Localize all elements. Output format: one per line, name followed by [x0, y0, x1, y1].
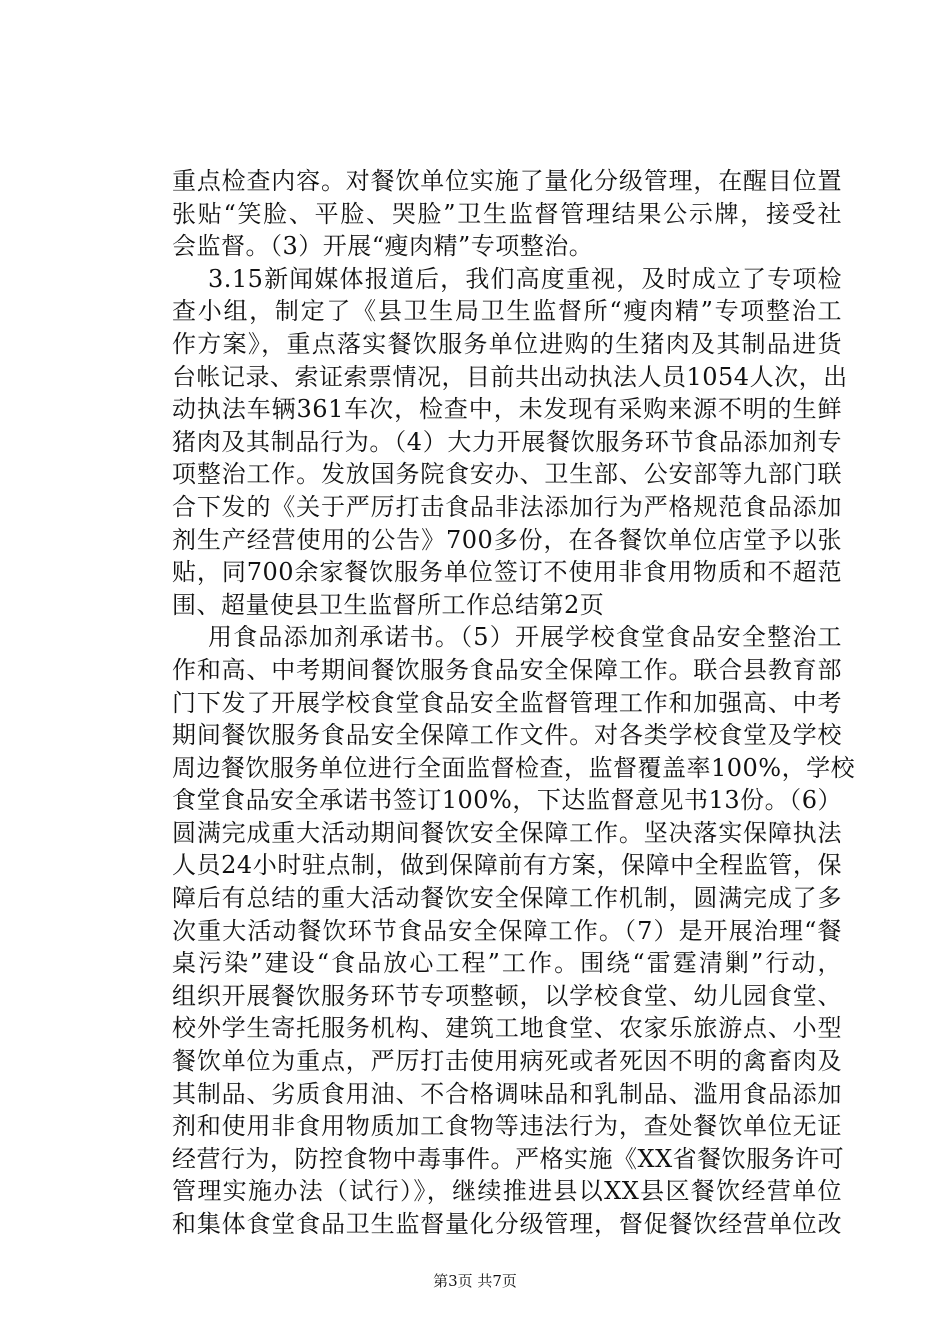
document-body	[172, 165, 856, 1241]
text-line: 查小组，制定了《县卫生局卫生监督所“瘦肉精”专项整治工	[172, 297, 842, 326]
text-line: 餐饮单位为重点，严厉打击使用病死或者死因不明的禽畜肉及	[172, 1047, 842, 1076]
text-line: 猪肉及其制品行为。（4）大力开展餐饮服务环节食品添加剂专	[172, 427, 842, 456]
text-line: 周边餐饮服务单位进行全面监督检查，监督覆盖率100%，学校	[172, 753, 856, 782]
text-line: 组织开展餐饮服务环节专项整顿，以学校食堂、幼儿园食堂、	[172, 981, 842, 1010]
text-line: 张贴“笑脸、平脸、哭脸”卫生监督管理结果公示牌，接受社	[172, 199, 842, 228]
text-line: 期间餐饮服务食品安全保障工作文件。对各类学校食堂及学校	[172, 721, 842, 750]
text-line: 人员24小时驻点制，做到保障前有方案，保障中全程监管，保	[172, 851, 842, 880]
text-line: 用食品添加剂承诺书。（5）开展学校食堂食品安全整治工	[208, 623, 842, 652]
text-line: 3.15新闻媒体报道后，我们高度重视，及时成立了专项检	[208, 264, 842, 293]
text-line: 管理实施办法（试行）》，继续推进县以XX县区餐饮经营单位	[172, 1177, 842, 1206]
text-line: 作方案》，重点落实餐饮服务单位进购的生猪肉及其制品进货	[172, 329, 842, 358]
text-line: 门下发了开展学校食堂食品安全监督管理工作和加强高、中考	[172, 688, 842, 717]
text-line: 桌污染”建设“食品放心工程”工作。围绕“雷霆清剿”行动，	[172, 949, 842, 978]
text-line: 台帐记录、索证索票情况，目前共出动执法人员1054人次，出	[172, 362, 848, 391]
text-line: 作和高、中考期间餐饮服务食品安全保障工作。联合县教育部	[172, 655, 842, 684]
text-line: 重点检查内容。对餐饮单位实施了量化分级管理，在醒目位置	[172, 167, 842, 195]
text-line: 剂和使用非食用物质加工食物等违法行为，查处餐饮单位无证	[172, 1112, 842, 1141]
text-line: 项整治工作。发放国务院食安办、卫生部、公安部等九部门联	[172, 460, 842, 489]
text-line: 动执法车辆361车次，检查中，未发现有采购来源不明的生鲜	[172, 395, 842, 424]
text-line: 围、超量使县卫生监督所工作总结第2页	[172, 590, 605, 619]
text-line: 经营行为，防控食物中毒事件。严格实施《XX省餐饮服务许可	[172, 1144, 845, 1173]
text-line: 贴，同700余家餐饮服务单位签订不使用非食用物质和不超范	[172, 558, 842, 587]
text-line: 障后有总结的重大活动餐饮安全保障工作机制，圆满完成了多	[172, 884, 842, 913]
text-line: 和集体食堂食品卫生监督量化分级管理，督促餐饮经营单位改	[172, 1210, 842, 1238]
text-line: 校外学生寄托服务机构、建筑工地食堂、农家乐旅游点、小型	[172, 1014, 842, 1043]
text-line: 圆满完成重大活动期间餐饮安全保障工作。坚决落实保障执法	[172, 818, 842, 847]
page-footer: 第3页 共7页	[433, 1272, 517, 1290]
text-line: 会监督。（3）开展“瘦肉精”专项整治。	[172, 232, 594, 261]
text-line: 次重大活动餐饮环节食品安全保障工作。（7）是开展治理“餐	[172, 916, 842, 945]
text-line: 合下发的《关于严厉打击食品非法添加行为严格规范食品添加	[172, 492, 842, 521]
text-line: 食堂食品安全承诺书签订100%，下达监督意见书13份。（6）	[172, 786, 842, 815]
text-line: 剂生产经营使用的公告》700多份，在各餐饮单位店堂予以张	[172, 525, 842, 554]
text-line: 其制品、劣质食用油、不合格调味品和乳制品、滥用食品添加	[172, 1079, 842, 1108]
